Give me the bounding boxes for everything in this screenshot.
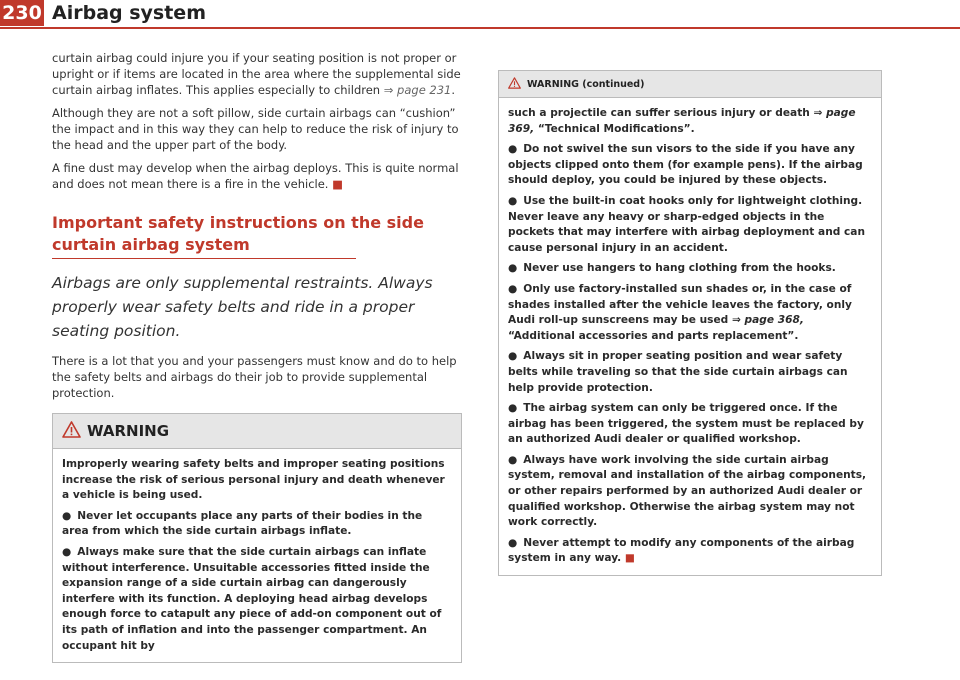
left-column xyxy=(52,50,462,663)
page-number: 230 xyxy=(0,0,44,26)
paragraph: There is a lot that you and your passengers must know and do to help the safety belts and airbags do their job to provide supplemental protection. xyxy=(52,354,457,400)
warning-title: WARNING (continued) xyxy=(527,78,645,90)
warning-triangle-icon xyxy=(508,77,521,92)
warning-bullet: ● Never use hangers to hang clothing from the hooks. xyxy=(508,262,836,275)
section-heading: Important safety instructions on the side curtain airbag system xyxy=(52,213,424,254)
warning-body xyxy=(53,449,461,662)
lead-text: Airbags are only supplemental restraints. Always properly wear safety belts and ride in a proper seating position. xyxy=(52,274,433,340)
page-reference-link[interactable]: ⇒ page 231 xyxy=(383,83,452,97)
warning-text: such a projectile can suffer serious injury or death ⇒ page 369, “Technical Modifications”. xyxy=(508,107,856,135)
warning-bullet: ● Never let occupants place any parts of their bodies in the area from which the side curtain airbags inflate. xyxy=(62,509,423,538)
warning-header xyxy=(53,414,461,449)
warning-box-continued xyxy=(498,70,882,576)
paragraph: curtain airbag could injure you if your seating position is not proper or upright or if items are located in the area where the supplemental side curtain airbag inflates. This applies especially to children ⇒ page 231. xyxy=(52,51,461,97)
warning-bullet: ● Always make sure that the side curtain airbags can inflate without interference. Unsuitable accessories fitted inside the expansion range of a side curtain airbag can dangerously interfere with its function. A deploying head airbag develops enough force to catapult any piece of add-on component out of its path of inflation and into the passenger compartment. An occupant hit by xyxy=(62,545,442,652)
end-mark-icon: ■ xyxy=(624,552,635,565)
warning-bullet: ● Use the built-in coat hooks only for lightweight clothing. Never leave any heavy or sharp-edged objects in the pockets that may interfere with airbag deployment and can cause personal injury in an accident. xyxy=(508,194,865,254)
warning-bullet: ● Always have work involving the side curtain airbag system, removal and installation of the airbag components, or other repairs performed by an authorized Audi dealer or qualified workshop. Otherwise the airbag system may not work correctly. xyxy=(508,453,867,529)
right-column xyxy=(498,58,882,576)
page-reference-link[interactable]: ⇒ page 369, xyxy=(508,107,856,135)
page-title: Airbag system xyxy=(52,2,206,24)
warning-title: WARNING xyxy=(87,422,170,440)
warning-intro: Improperly wearing safety belts and improper seating positions increase the risk of serious personal injury and death whenever a vehicle is being used. xyxy=(62,458,445,502)
paragraph: A fine dust may develop when the airbag deploys. This is quite normal and does not mean there is a fire in the vehicle. ■ xyxy=(52,161,459,191)
warning-triangle-icon xyxy=(62,421,81,442)
warning-bullet: ● Always sit in proper seating position and wear safety belts while traveling so that the side curtain airbags can help provide protection. xyxy=(508,350,848,394)
warning-bullet: ● Never attempt to modify any components of the airbag system in any way. ■ xyxy=(508,536,855,565)
end-mark-icon: ■ xyxy=(332,177,343,191)
page-reference-link[interactable]: ⇒ page 368, xyxy=(731,314,804,327)
warning-box xyxy=(52,413,462,663)
warning-bullet: ● Only use factory-installed sun shades or, in the case of shades installed after the vehicle leaves the factory, only Audi roll-up sunscreens may be used ⇒ page 368, “Additional accessories and parts replacement”. xyxy=(508,282,852,342)
header-rule xyxy=(0,27,960,29)
warning-bullet: ● Do not swivel the sun visors to the side if you have any objects clipped onto them (for example pens). If the airbag should deploy, you could be injured by these objects. xyxy=(508,143,863,187)
warning-header xyxy=(499,71,881,98)
warning-body xyxy=(499,98,881,575)
section-rule xyxy=(52,258,356,259)
warning-bullet: ● The airbag system can only be triggered once. If the airbag has been triggered, the system must be replaced by an authorized Audi dealer or qualified workshop. xyxy=(508,402,864,446)
paragraph: Although they are not a soft pillow, side curtain airbags can “cushion” the impact and in this way they can help to reduce the risk of injury to the head and the upper part of the body. xyxy=(52,106,459,152)
